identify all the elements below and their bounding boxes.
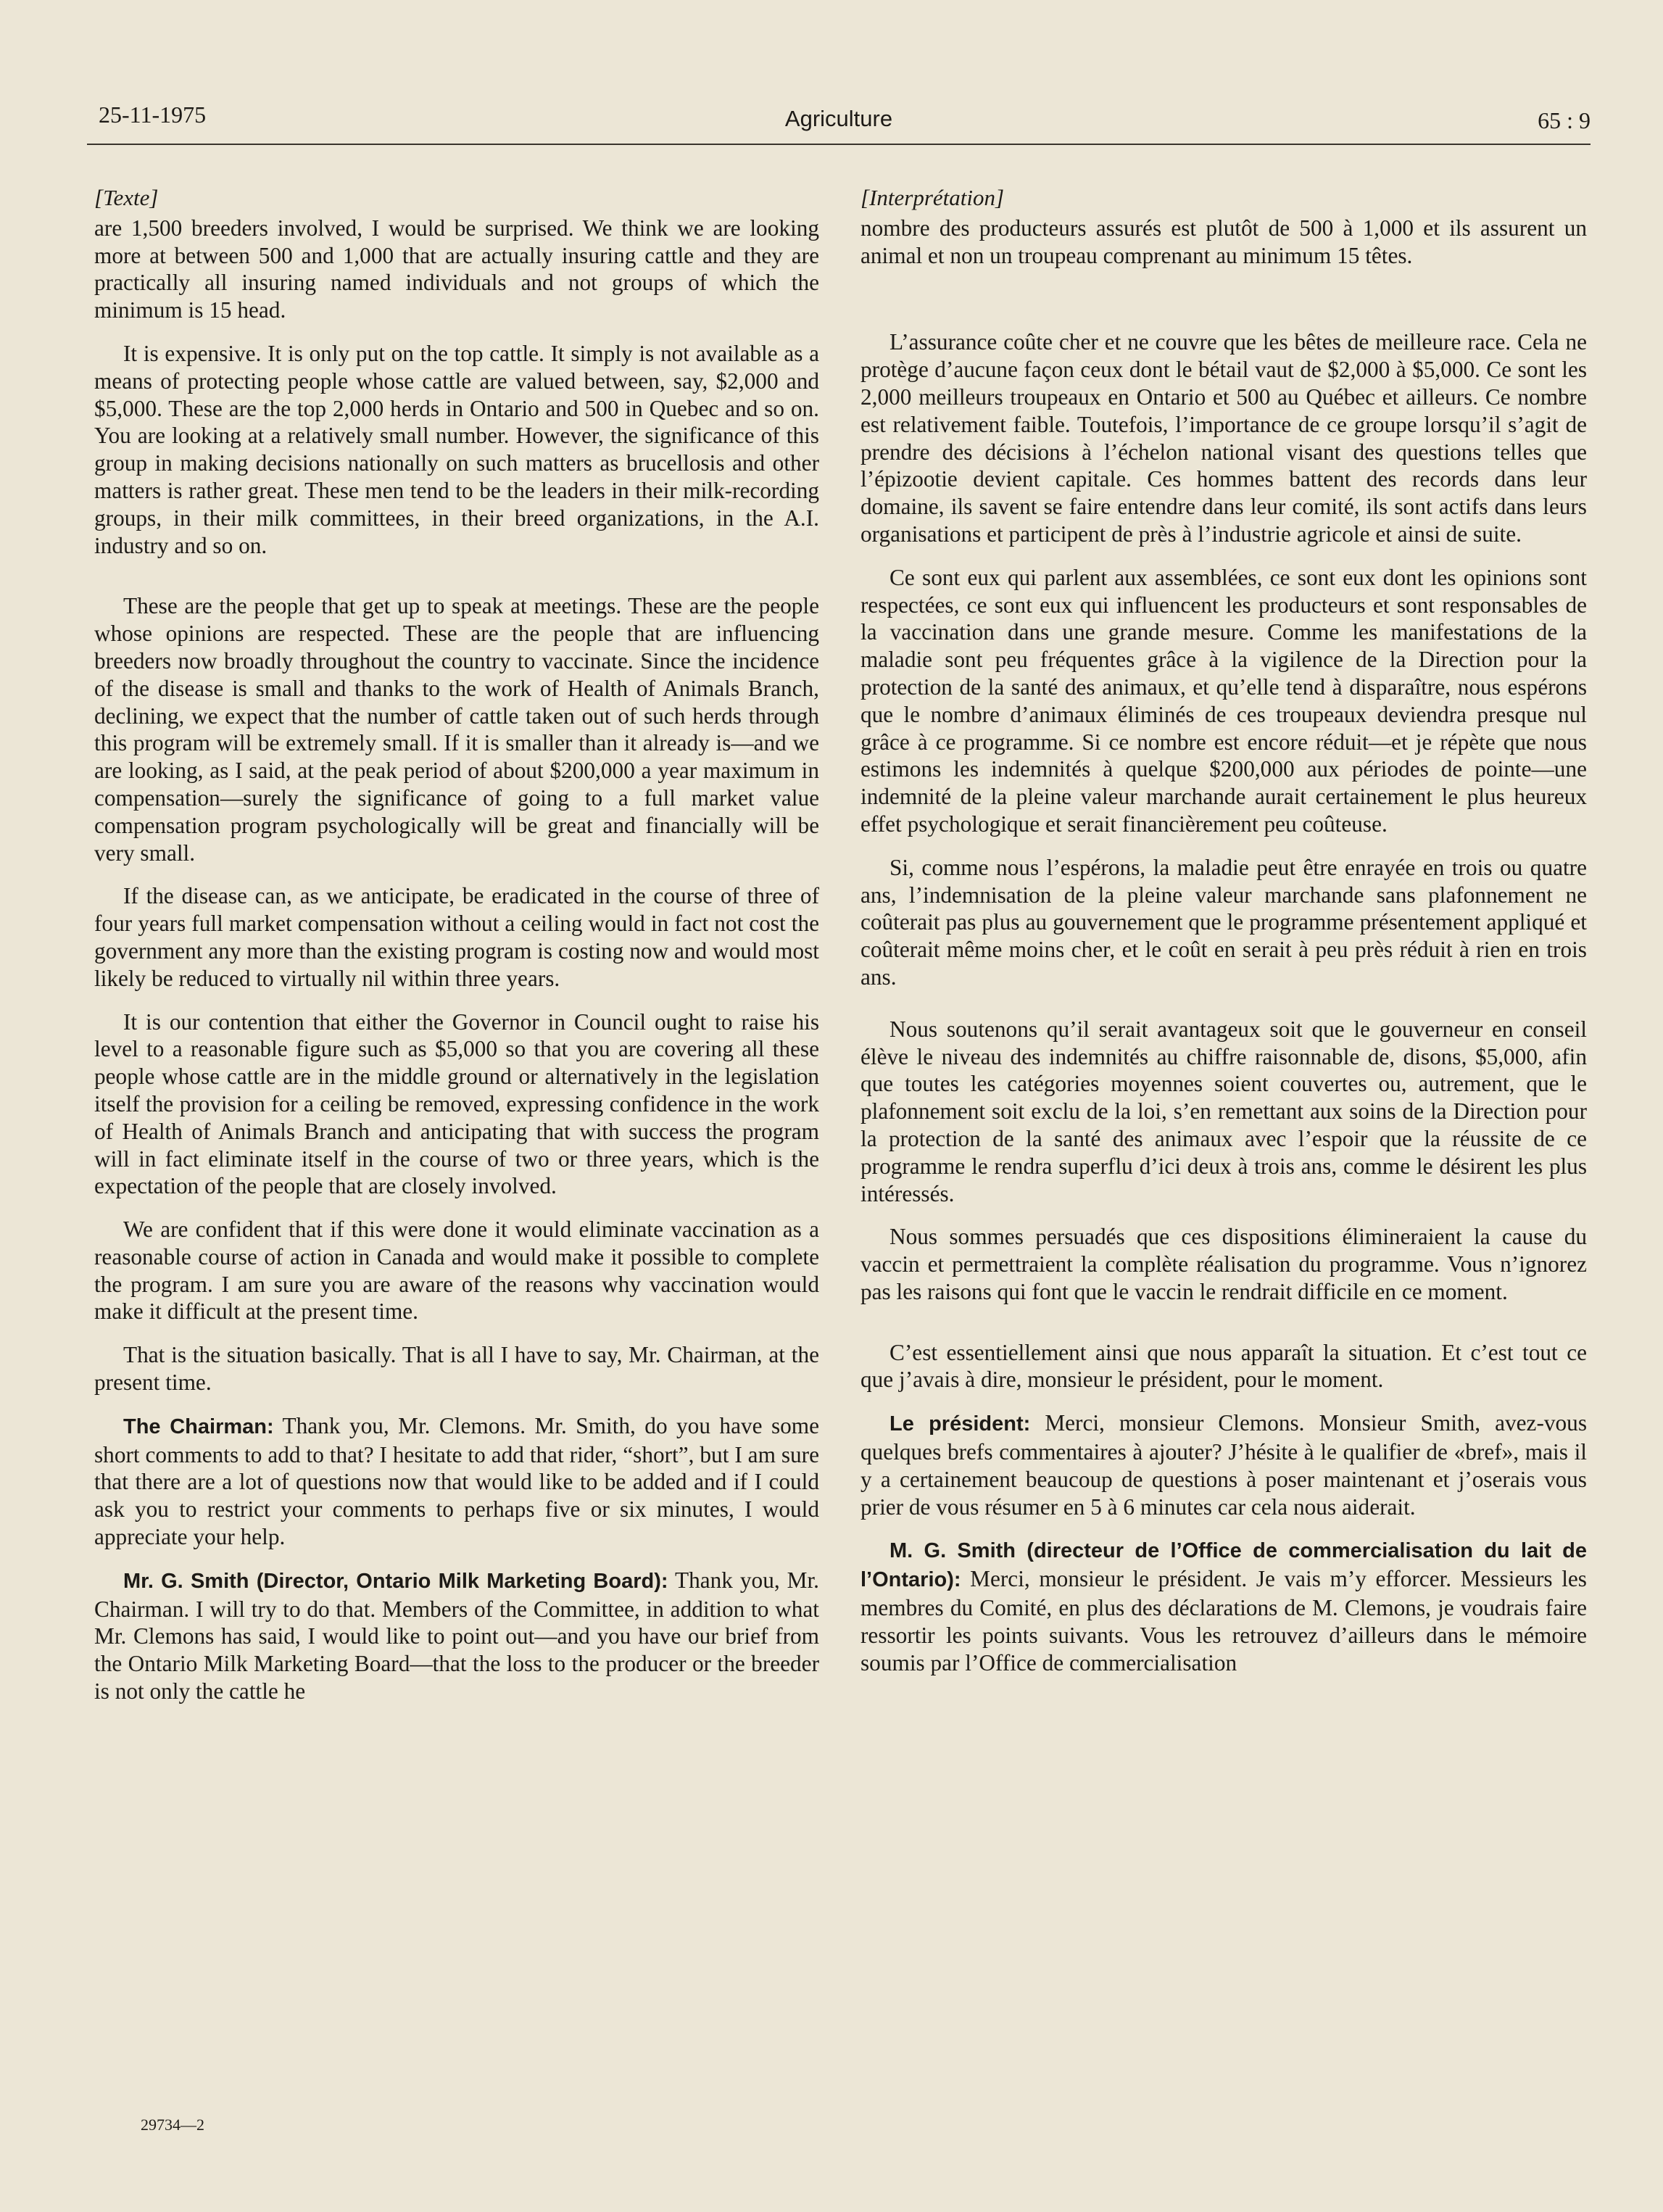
paragraph: If the disease can, as we anticipate, be eradicated in the course of three of four years full market compensation without a ceiling would in fact not cost the government any more than the existing program is costing now and would most likely be reduced to virtually nil within three years. xyxy=(94,883,819,991)
footer-code: 29734—2 xyxy=(141,2116,204,2134)
paragraph xyxy=(94,1567,819,1705)
paragraph xyxy=(860,1409,1587,1520)
speaker-name: Le président: xyxy=(889,1412,1031,1436)
paragraph xyxy=(94,1412,819,1551)
paragraph: Ce sont eux qui parlent aux assemblées, ce sont eux dont les opinions sont respectées, ce sont eux qui influencent les producteurs et sont responsables de la vaccination dans une grande mesure. Comme les manifestations de la maladie sont peu fréquentes grâce à la vigilence de la Direction pour la protection de la santé des animaux, et qu’elle tend à disparaître, nous espérons que le nombre d’animaux éliminés de ces troupeaux deviendra presque nul grâce à ce programme. Si ce nombre est encore réduit—et je répète que nous estimons les indemnités à quelque $200,000 aux périodes de pointe—une indemnité de la pleine valeur marchande aurait certainement le plus heureux effet psychologique et serait financièrement peu coûteuse. xyxy=(860,564,1587,837)
paragraph: It is expensive. It is only put on the top cattle. It simply is not available as a means of protecting people whose cattle are valued between, say, $2,000 and $5,000. These are the top 2,000 herds in Ontario and 500 in Quebec and so on. You are looking at a relatively small number. However, the significance of this group in making decisions nationally on such matters as brucellosis and other matters is rather great. These men tend to be the leaders in their milk-recording groups, in their milk committees, in their breed organizations, in the A.I. industry and so on. xyxy=(94,340,819,558)
english-column xyxy=(94,184,819,1721)
speech-text: Thank you, Mr. Clemons. Mr. Smith, do you have some short comments to add to that? I hesitate to add that rider, “short”, but I am sure that there are a lot of questions now that would like to be added and if I could ask you to restrict your comments to perhaps five or six minutes, I would appreciate your help. xyxy=(94,1412,820,1550)
paragraph: We are confident that if this were done it would eliminate vaccination as a reasonable course of action in Canada and would make it possible to complete the program. I am sure you are aware of the reasons why vaccination would make it difficult at the present time. xyxy=(94,1217,819,1325)
header-date: 25-11-1975 xyxy=(99,102,207,128)
header-title: Agriculture xyxy=(784,106,893,131)
language-tag: [Interprétation] xyxy=(860,185,1005,210)
paragraph: Si, comme nous l’espérons, la maladie peut être enrayée en trois ou quatre ans, l’indemnisation de la pleine valeur marchande sans plafonnement ne coûterait pas plus au gouvernement que le programme présentement appliqué et coûterait même moins cher, et le coût en serait à peu près réduit à rien en trois ans. xyxy=(860,854,1587,990)
paragraph: Nous soutenons qu’il serait avantageux soit que le gouverneur en conseil élève le niveau des indemnités au chiffre raisonnable de, disons, $5,000, afin que toutes les catégories moyennes soient couvertes ou, autrement, que le plafonnement soit exclu de la loi, s’en remettant aux soins de la Direction pour la protection de la santé des animaux avec l’espoir que la réussite de ce programme le rendra superflu d’ici deux à trois ans, comme le désirent les plus intéressés. xyxy=(860,1016,1587,1206)
speech-text: Thank you, Mr. Chairman. I will try to do that. Members of the Committee, in addition to what Mr. Clemons has said, I would like to point out—and you have our brief from the Ontario Milk Marketing Board—that the loss to the producer or the breeder is not only the cattle he xyxy=(94,1567,820,1704)
page-number: 65 : 9 xyxy=(1538,107,1591,133)
paragraph: nombre des producteurs assurés est plutôt de 500 à 1,000 et ils assurent un animal et non un troupeau comprenant au minimum 15 têtes. xyxy=(860,215,1587,268)
paragraph: It is our contention that either the Governor in Council ought to raise his level to a reasonable figure such as $5,000 so that you are covering all these people whose cattle are in the middle ground or alternatively in the legislation itself the provision for a ceiling be removed, expressing confidence in the work of Health of Animals Branch and anticipating that with success the program will in fact eliminate itself in the course of two or three years, which is the expectation of the people that are closely involved. xyxy=(94,1008,819,1199)
speech-text: Merci, monsieur le président. Je vais m’y efforcer. Messieurs les membres du Comité, en plus des déclarations de M. Clemons, je voudrais faire ressortir les points suivants. Vous les retrouvez d’ailleurs dans le mémoire soumis par l’Office de commercialisation xyxy=(860,1566,1587,1675)
speaker-name: The Chairman: xyxy=(123,1414,274,1438)
paragraph xyxy=(860,1536,1587,1676)
paragraph: Nous sommes persuadés que ces dispositions élimineraient la cause du vaccin et permettraient la complète réalisation du programme. Vous n’ignorez pas les raisons qui font que le vaccin le rendrait difficile en ce moment. xyxy=(860,1224,1587,1304)
paragraph: C’est essentiellement ainsi que nous apparaît la situation. Et c’est tout ce que j’avais à dire, monsieur le président, pour le moment. xyxy=(860,1339,1587,1393)
paragraph: L’assurance coûte cher et ne couvre que les bêtes de meilleure race. Cela ne protège d’aucune façon ceux dont le bétail vaut de $2,000 à $5,000. Ce sont les 2,000 meilleurs troupeaux en Ontario et 500 au Québec et ailleurs. Ce nombre est relativement faible. Toutefois, l’importance de ce groupe lorsqu’il s’agit de prendre des décisions à l’échelon national visant des questions telles que l’épizootie devient capitale. Ces hommes battent des records dans leur domaine, ils savent se faire entendre dans leur comité, ils sont actifs dans leurs organisations et participent de près à l’industrie agricole et ainsi de suite. xyxy=(860,329,1587,547)
french-column xyxy=(860,184,1587,1692)
language-tag: [Texte] xyxy=(94,185,159,210)
paragraph: That is the situation basically. That is all I have to say, Mr. Chairman, at the present time. xyxy=(94,1342,819,1396)
speaker-name: Mr. G. Smith (Director, Ontario Milk Marketing Board): xyxy=(123,1569,668,1593)
paragraph: These are the people that get up to speak at meetings. These are the people whose opinions are respected. These are the people that are influencing breeders now broadly throughout the country to vaccinate. Since the incidence of the disease is small and thanks to the work of Health of Animals Branch, declining, we expect that the number of cattle taken out of such herds through this program will be extremely small. If it is smaller than it already is—and we are looking, as I said, at the peak period of about $200,000 a year maximum in compensation—surely the significance of going to a full market value compensation program psychologically will be great and financially will be very small. xyxy=(94,593,819,866)
page-header xyxy=(87,100,1591,145)
speech-text: Merci, monsieur Clemons. Monsieur Smith, avez-vous quelques brefs commentaires à ajouter? J’hésite à le qualifier de «bref», mais il y a certainement beaucoup de questions à poser maintenant et j’oserais vous prier de vous résumer en 5 à 6 minutes car cela nous aiderait. xyxy=(860,1410,1587,1520)
paragraph: are 1,500 breeders involved, I would be surprised. We think we are looking more at between 500 and 1,000 that are actually insuring cattle and they are practically all insuring named individuals and not groups of which the minimum is 15 head. xyxy=(94,215,819,323)
speaker-name: M. G. Smith (directeur de l’Office de commercialisation du lait de l’Ontario): xyxy=(860,1539,1587,1592)
